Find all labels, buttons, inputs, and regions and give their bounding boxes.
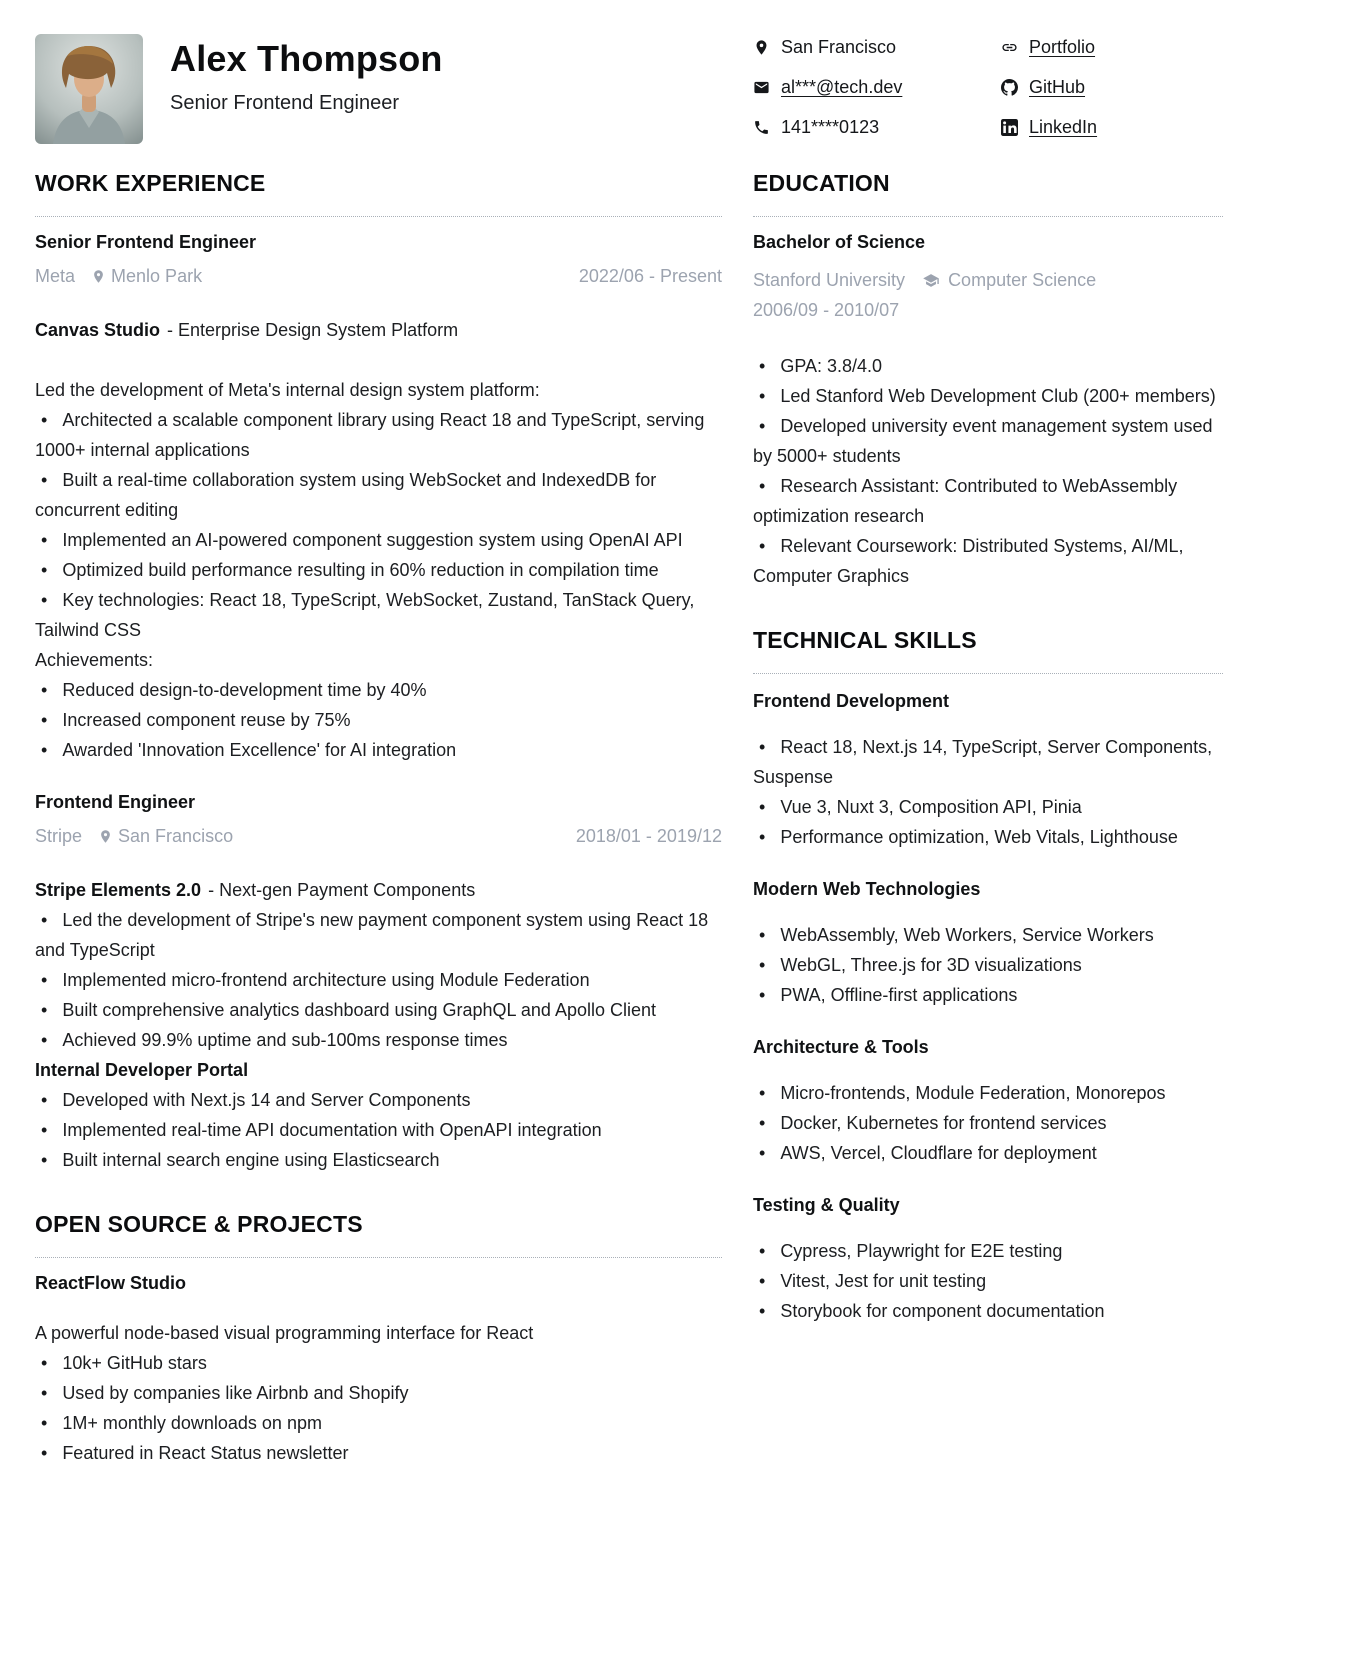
list-item: • Research Assistant: Contributed to WebAssembly optimization research: [753, 471, 1223, 531]
education-major: [921, 265, 1096, 295]
list-item: • Developed with Next.js 14 and Server Components: [35, 1085, 722, 1115]
list-item: • Built comprehensive analytics dashboard using GraphQL and Apollo Client: [35, 995, 722, 1025]
education-dates: 2006/09 - 2010/07: [753, 300, 900, 320]
section-heading-education: EDUCATION: [753, 170, 1223, 217]
job-location-text: San Francisco: [118, 826, 234, 846]
link-icon: [1001, 39, 1018, 56]
header: [35, 30, 1325, 146]
contact-github: [1001, 76, 1097, 99]
education-bullets: [753, 351, 1223, 591]
job-entry-stripe: [35, 791, 722, 1175]
job-location: [98, 825, 233, 847]
skills-group-architecture: [753, 1036, 1223, 1168]
job-location: [91, 265, 202, 287]
list-item: • Implemented an AI-powered component suggestion system using OpenAI API: [35, 525, 722, 555]
project-line: [35, 875, 722, 905]
contact-linkedin: [1001, 116, 1097, 139]
company-name: Stripe: [35, 826, 83, 846]
envelope-icon: [753, 79, 770, 96]
list-item: • Cypress, Playwright for E2E testing: [753, 1236, 1223, 1266]
section-heading-open-source: OPEN SOURCE & PROJECTS: [35, 1211, 722, 1258]
location-text: San Francisco: [781, 37, 897, 57]
list-item: • Awarded 'Innovation Excellence' for AI integration: [35, 735, 722, 765]
job-entry-meta: [35, 231, 722, 765]
github-icon: [1001, 79, 1018, 96]
list-item: • Built internal search engine using Elasticsearch: [35, 1145, 722, 1175]
list-item: • PWA, Offline-first applications: [753, 980, 1223, 1010]
job-location-text: Menlo Park: [111, 266, 203, 286]
linkedin-link[interactable]: LinkedIn: [1029, 117, 1098, 137]
location-pin-icon: [98, 829, 113, 844]
graduation-cap-icon: [921, 272, 941, 289]
identity-block: [170, 38, 443, 115]
job-title: Frontend Engineer: [35, 792, 196, 812]
project-name: Canvas Studio: [35, 320, 161, 340]
list-item: • Led the development of Stripe's new payment component system using React 18 and TypeScript: [35, 905, 722, 965]
list-item: • 1M+ monthly downloads on npm: [35, 1408, 722, 1438]
list-item: • React 18, Next.js 14, TypeScript, Server Components, Suspense: [753, 732, 1223, 792]
project-entry-reactflow: [35, 1272, 722, 1468]
section-heading-work-experience: WORK EXPERIENCE: [35, 170, 722, 217]
skills-group-frontend: [753, 690, 1223, 852]
project-subtitle: - Next-gen Payment Components: [208, 880, 476, 900]
list-item: • Vue 3, Nuxt 3, Composition API, Pinia: [753, 792, 1223, 822]
list-item: • Vitest, Jest for unit testing: [753, 1266, 1223, 1296]
education-entry: [753, 231, 1223, 591]
contact-portfolio: [1001, 36, 1097, 59]
education-meta-line1: [753, 265, 1223, 295]
job-meta-row: [35, 265, 722, 287]
list-item: • Increased component reuse by 75%: [35, 705, 722, 735]
list-item: • Led Stanford Web Development Club (200+ members): [753, 381, 1223, 411]
list-item: • WebAssembly, Web Workers, Service Workers: [753, 920, 1223, 950]
list-item: • Featured in React Status newsletter: [35, 1438, 722, 1468]
list-item: • GPA: 3.8/4.0: [753, 351, 1223, 381]
phone-text: 141****0123: [781, 117, 880, 137]
skill-group-title: Modern Web Technologies: [753, 879, 981, 899]
list-item: • Optimized build performance resulting in 60% reduction in compilation time: [35, 555, 722, 585]
person-name: Alex Thompson: [170, 38, 443, 79]
contact-info: [753, 36, 1097, 139]
profile-photo-image: [35, 34, 143, 144]
skill-group-title: Frontend Development: [753, 691, 950, 711]
education-meta: [753, 265, 1223, 325]
location-pin-icon: [91, 269, 106, 284]
skill-group-title: Testing & Quality: [753, 1195, 900, 1215]
job-dates: 2022/06 - Present: [578, 266, 722, 286]
list-item: • Implemented real-time API documentation with OpenAPI integration: [35, 1115, 722, 1145]
person-title: Senior Frontend Engineer: [170, 92, 400, 114]
project-subtitle: - Enterprise Design System Platform: [167, 320, 459, 340]
list-item: • 10k+ GitHub stars: [35, 1348, 722, 1378]
list-item: • Developed university event management system used by 5000+ students: [753, 411, 1223, 471]
project-description: A powerful node-based visual programming interface for React: [35, 1323, 534, 1343]
contact-email: [753, 76, 1001, 99]
email-link[interactable]: al***@tech.dev: [781, 77, 903, 97]
left-column: [35, 170, 722, 1468]
project-line: [35, 315, 722, 345]
project-name: Stripe Elements 2.0: [35, 880, 202, 900]
linkedin-icon: [1001, 119, 1018, 136]
list-item: • Storybook for component documentation: [753, 1296, 1223, 1326]
github-link[interactable]: GitHub: [1029, 77, 1086, 97]
skills-group-testing: [753, 1194, 1223, 1326]
list-item: • Reduced design-to-development time by 40%: [35, 675, 722, 705]
school-name: Stanford University: [753, 270, 906, 290]
section-heading-technical-skills: TECHNICAL SKILLS: [753, 627, 1223, 674]
list-item: • Achieved 99.9% uptime and sub-100ms response times: [35, 1025, 722, 1055]
contact-location: [753, 36, 1001, 59]
contact-column-right: [1001, 36, 1097, 139]
profile-photo: [35, 34, 143, 144]
skills-group-modern-web: [753, 878, 1223, 1010]
major-text: Computer Science: [948, 270, 1097, 290]
list-item: • Key technologies: React 18, TypeScript, WebSocket, Zustand, TanStack Query, Tailwind CSS: [35, 585, 722, 645]
achievements-label: Achievements:: [35, 650, 154, 670]
job-title: Senior Frontend Engineer: [35, 232, 257, 252]
company-name: Meta: [35, 266, 76, 286]
right-column: [753, 170, 1223, 1326]
map-pin-icon: [753, 39, 770, 56]
list-item: • Performance optimization, Web Vitals, Lighthouse: [753, 822, 1223, 852]
contact-phone: [753, 116, 1001, 139]
portfolio-link[interactable]: Portfolio: [1029, 37, 1096, 57]
degree-title: Bachelor of Science: [753, 232, 926, 252]
contact-column-left: [753, 36, 1001, 139]
project-title: ReactFlow Studio: [35, 1273, 187, 1293]
list-item: • Built a real-time collaboration system using WebSocket and IndexedDB for concurrent editing: [35, 465, 722, 525]
job-dates: 2018/01 - 2019/12: [575, 826, 722, 846]
list-item: • WebGL, Three.js for 3D visualizations: [753, 950, 1223, 980]
list-item: • Micro-frontends, Module Federation, Monorepos: [753, 1078, 1223, 1108]
skill-group-title: Architecture & Tools: [753, 1037, 929, 1057]
job-intro: Led the development of Meta's internal design system platform:: [35, 380, 540, 400]
job-meta-row: [35, 825, 722, 847]
content-columns: [35, 170, 1325, 1468]
list-item: • Implemented micro-frontend architecture using Module Federation: [35, 965, 722, 995]
list-item: • Relevant Coursework: Distributed Systems, AI/ML, Computer Graphics: [753, 531, 1223, 591]
list-item: • Architected a scalable component library using React 18 and TypeScript, serving 1000+ internal applications: [35, 405, 722, 465]
phone-icon: [753, 119, 770, 136]
project-name-secondary: Internal Developer Portal: [35, 1060, 249, 1080]
list-item: • Docker, Kubernetes for frontend services: [753, 1108, 1223, 1138]
list-item: • AWS, Vercel, Cloudflare for deployment: [753, 1138, 1223, 1168]
list-item: • Used by companies like Airbnb and Shopify: [35, 1378, 722, 1408]
